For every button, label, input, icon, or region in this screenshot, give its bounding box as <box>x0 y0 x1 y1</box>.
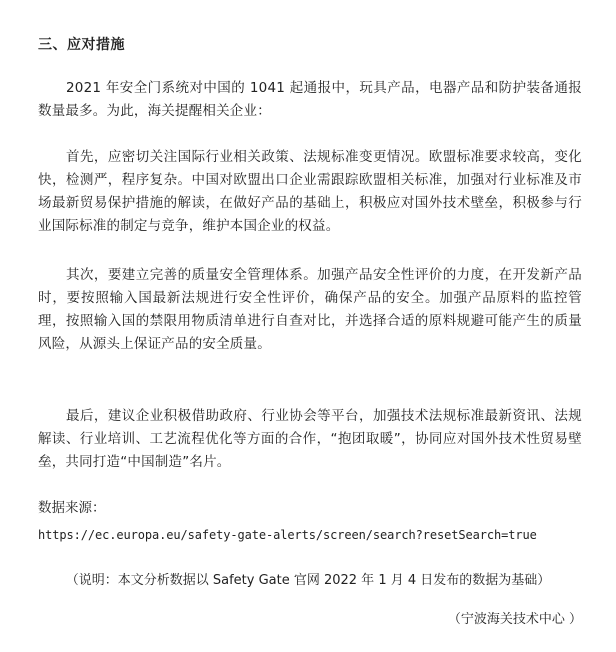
final-measure-paragraph: 最后，建议企业积极借助政府、行业协会等平台，加强技术法规标准最新资讯、法规解读、行业培训、工艺流程优化等方面的合作，“抱团取暖”，协同应对国外技术性贸易壁垒，共同打造“中国制造”名片。 <box>38 408 582 470</box>
explanation-note: （说明：本文分析数据以 Safety Gate 官网 2022 年 1 月 4 日发布的数据为基础） <box>65 573 551 588</box>
first-measure-paragraph: 首先，应密切关注国际行业相关政策、法规标准变更情况。欧盟标准要求较高，变化快，检测严，程序复杂。中国对欧盟出口企业需跟踪欧盟相关标准，加强对行业标准及市场最新贸易保护措施的解读，在做好产品的基础上，积极应对国外技术壁垒，积极参与行业国际标准的制定与竞争，维护本国企业的权益。 <box>38 149 582 234</box>
data-source-url[interactable]: https://ec.europa.eu/safety-gate-alerts/screen/search?resetSearch=true <box>38 528 537 542</box>
section-heading: 三、应对措施 <box>38 37 125 53</box>
intro-paragraph: 2021 年安全门系统对中国的 1041 起通报中，玩具产品，电器产品和防护装备通报数量最多。为此，海关提醒相关企业： <box>38 80 582 119</box>
author-source: （宁波海关技术中心 ） <box>447 612 582 627</box>
data-source-label: 数据来源： <box>38 500 106 516</box>
second-measure-paragraph: 其次，要建立完善的质量安全管理体系。加强产品安全性评价的力度，在开发新产品时，要按照输入国最新法规进行安全性评价，确保产品的安全。加强产品原料的监控管理，按照输入国的禁限用物质清单进行自查对比，并选择合适的原料规避可能产生的质量风险，从源头上保证产品的安全质量。 <box>38 267 582 352</box>
